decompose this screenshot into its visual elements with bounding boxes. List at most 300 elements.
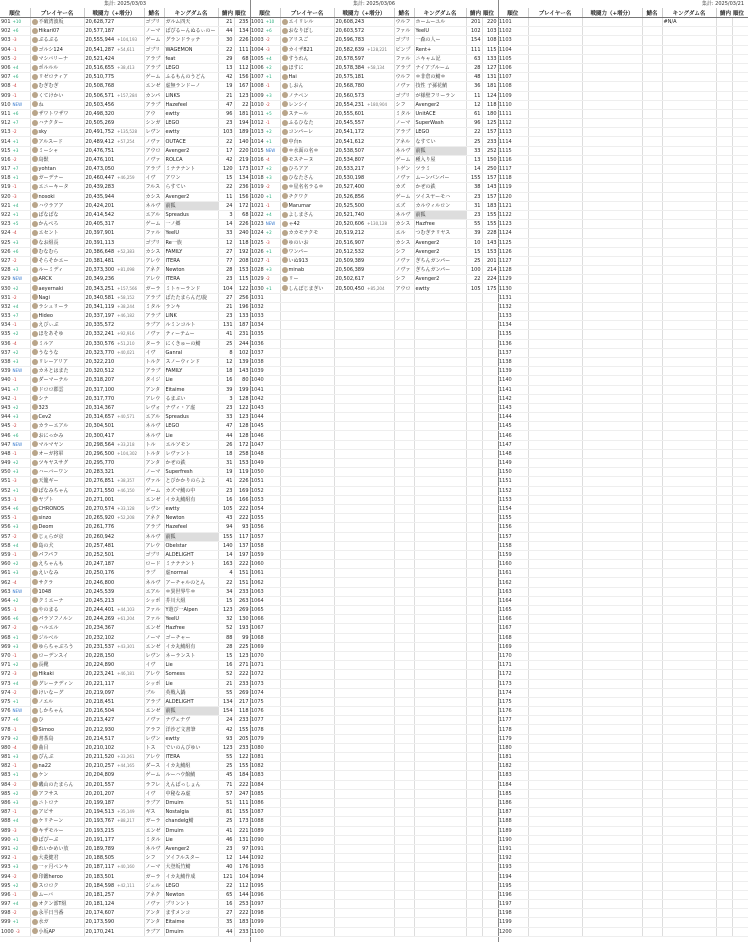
rank-change: +2 bbox=[12, 882, 19, 888]
empty-cell bbox=[642, 312, 662, 321]
rank-cell: 1062 bbox=[250, 578, 280, 587]
empty-cell bbox=[466, 560, 482, 569]
empty-cell bbox=[732, 284, 748, 293]
rank-value: 916 bbox=[1, 156, 11, 163]
rank-value: 1004 bbox=[251, 46, 264, 53]
empty-cell bbox=[662, 82, 716, 91]
player-name: キザモルー bbox=[38, 827, 64, 834]
empty-cell bbox=[280, 514, 334, 523]
empty-cell bbox=[482, 927, 498, 936]
player-cell bbox=[280, 128, 334, 137]
rank-value: 955 bbox=[1, 515, 11, 522]
server-rank-cell: 23 bbox=[218, 275, 234, 284]
empty-cell bbox=[732, 321, 748, 330]
power-header: 戦闘力（+増分） bbox=[84, 8, 144, 18]
kingdom-cell: Avenger2 bbox=[414, 247, 466, 256]
power-increase: +42,111 bbox=[117, 882, 135, 888]
empty-cell bbox=[642, 890, 662, 899]
empty-cell bbox=[662, 615, 716, 624]
rank-cell bbox=[0, 330, 30, 339]
server-total-cell: 140 bbox=[234, 137, 250, 146]
rank-cell bbox=[0, 587, 30, 596]
empty-cell bbox=[642, 615, 662, 624]
rank-change: -3 bbox=[12, 671, 17, 677]
empty-cell bbox=[482, 376, 498, 385]
player-cell bbox=[30, 247, 84, 256]
empty-cell bbox=[482, 514, 498, 523]
empty-cell bbox=[482, 771, 498, 780]
power-value: 20,509,389 bbox=[335, 257, 365, 264]
empty-cell bbox=[482, 615, 498, 624]
table-row bbox=[250, 615, 498, 624]
empty-cell bbox=[334, 587, 394, 596]
table-row bbox=[498, 422, 748, 431]
empty-cell bbox=[642, 578, 662, 587]
power-cell bbox=[334, 284, 394, 293]
table-row bbox=[0, 808, 250, 817]
empty-cell bbox=[582, 872, 642, 881]
rank-change: +1 bbox=[12, 919, 19, 925]
empty-cell bbox=[414, 312, 466, 321]
power-cell bbox=[334, 146, 394, 155]
empty-cell bbox=[642, 422, 662, 431]
table-row bbox=[498, 183, 748, 192]
empty-cell bbox=[466, 385, 482, 394]
rank-change: +6 bbox=[12, 616, 19, 622]
rank-change: +3 bbox=[12, 239, 19, 245]
server-cell: ミタル bbox=[144, 302, 164, 311]
server-rank-cell: 27 bbox=[218, 293, 234, 302]
empty-cell bbox=[334, 385, 394, 394]
empty-cell bbox=[662, 762, 716, 771]
empty-cell bbox=[582, 697, 642, 706]
rank-cell: 1180 bbox=[498, 743, 528, 752]
empty-cell bbox=[334, 697, 394, 706]
table-row bbox=[250, 707, 498, 716]
rank-cell: 1095 bbox=[250, 881, 280, 890]
rank-cell: 1067 bbox=[250, 624, 280, 633]
server-rank-cell: 42 bbox=[218, 155, 234, 164]
player-name: シナ bbox=[38, 395, 49, 402]
server-cell: ノーマ bbox=[394, 119, 414, 128]
empty-cell bbox=[482, 394, 498, 403]
avatar-icon bbox=[32, 313, 38, 319]
server-rank-cell: 47 bbox=[218, 422, 234, 431]
power-value: 20,500,450 bbox=[335, 285, 365, 292]
power-value: 20,228,150 bbox=[85, 653, 115, 660]
empty-cell bbox=[334, 927, 394, 936]
tally-date: 集計: 2025/03/06 bbox=[352, 1, 396, 7]
empty-cell bbox=[394, 716, 414, 725]
server-total-cell: 219 bbox=[234, 155, 250, 164]
empty-cell bbox=[662, 339, 716, 348]
rank-cell: 1124 bbox=[498, 229, 528, 238]
server-total-cell: 118 bbox=[234, 707, 250, 716]
player-name: ルーミディ bbox=[38, 267, 64, 274]
rank-value: 984 bbox=[1, 781, 11, 788]
rank-change: +2 bbox=[12, 561, 19, 567]
empty-cell bbox=[662, 697, 716, 706]
kingdom-cell: つむぎテリヤス bbox=[414, 229, 466, 238]
empty-cell bbox=[732, 137, 748, 146]
rank-cell bbox=[0, 670, 30, 679]
empty-cell bbox=[482, 918, 498, 927]
rank-value: 977 bbox=[1, 717, 11, 724]
empty-cell bbox=[394, 863, 414, 872]
empty-cell bbox=[732, 91, 748, 100]
table-row bbox=[498, 128, 748, 137]
empty-cell bbox=[280, 633, 334, 642]
player-name: エイリレル bbox=[288, 19, 314, 26]
table-row bbox=[0, 266, 250, 275]
server-rank-cell: 33 bbox=[218, 229, 234, 238]
empty-cell bbox=[716, 293, 732, 302]
power-cell bbox=[84, 73, 144, 82]
empty-cell bbox=[466, 615, 482, 624]
rank-cell bbox=[250, 284, 280, 293]
empty-cell bbox=[732, 220, 748, 229]
power-increase: +38,357 bbox=[117, 478, 135, 484]
server-rank-cell: 41 bbox=[218, 330, 234, 339]
empty-cell bbox=[394, 872, 414, 881]
empty-cell bbox=[716, 771, 732, 780]
empty-cell bbox=[334, 376, 394, 385]
server-cell: アレウ bbox=[144, 541, 164, 550]
rank-change: +2 bbox=[12, 597, 19, 603]
player-cell bbox=[280, 155, 334, 164]
table-row bbox=[498, 615, 748, 624]
player-name: ぱなみちゃん bbox=[38, 487, 69, 494]
avatar-icon bbox=[32, 855, 38, 861]
empty-cell bbox=[642, 532, 662, 541]
player-cell bbox=[30, 615, 84, 624]
rank-cell bbox=[0, 734, 30, 743]
empty-cell bbox=[582, 679, 642, 688]
table-row bbox=[498, 661, 748, 670]
kingdom-cell: 前狐 bbox=[164, 707, 218, 716]
empty-cell bbox=[732, 789, 748, 798]
empty-cell bbox=[394, 477, 414, 486]
player-cell bbox=[30, 385, 84, 394]
power-header: 戦闘力（+増分） bbox=[582, 8, 642, 18]
rank-value: 908 bbox=[1, 83, 11, 90]
server-rank-cell: 21 bbox=[218, 679, 234, 688]
rank-cell bbox=[250, 128, 280, 137]
player-name: ワンパー bbox=[288, 248, 309, 255]
empty-cell bbox=[582, 275, 642, 284]
player-cell bbox=[280, 18, 334, 27]
rank-cell bbox=[0, 523, 30, 532]
empty-cell bbox=[280, 606, 334, 615]
player-cell bbox=[280, 284, 334, 293]
empty-cell bbox=[582, 82, 642, 91]
rank-cell bbox=[0, 651, 30, 660]
empty-cell bbox=[642, 504, 662, 513]
kingdom-cell: ネーランスト bbox=[164, 651, 218, 660]
server-rank-cell: 39 bbox=[218, 385, 234, 394]
empty-cell bbox=[582, 578, 642, 587]
empty-cell bbox=[394, 541, 414, 550]
empty-cell bbox=[414, 642, 466, 651]
table-row bbox=[498, 449, 748, 458]
empty-cell bbox=[662, 817, 716, 826]
power-increase: +88,217 bbox=[117, 818, 135, 824]
power-value: 20,391,113 bbox=[85, 239, 115, 246]
avatar-icon bbox=[32, 579, 38, 585]
table-row bbox=[250, 201, 498, 210]
rank-cell bbox=[0, 707, 30, 716]
player-name: ドロロ郡雲 bbox=[38, 386, 64, 393]
rank-value: 1029 bbox=[251, 276, 264, 283]
table-row bbox=[250, 238, 498, 247]
table-row bbox=[0, 165, 250, 174]
player-cell bbox=[30, 128, 84, 137]
empty-cell bbox=[414, 459, 466, 468]
power-cell bbox=[84, 302, 144, 311]
rank-cell: 1171 bbox=[498, 661, 528, 670]
table-row bbox=[498, 238, 748, 247]
empty-cell bbox=[582, 918, 642, 927]
power-value: 20,221,117 bbox=[85, 680, 115, 687]
empty-cell bbox=[582, 743, 642, 752]
power-value: 20,476,751 bbox=[85, 147, 115, 154]
empty-cell bbox=[732, 615, 748, 624]
empty-cell bbox=[582, 826, 642, 835]
empty-cell bbox=[482, 688, 498, 697]
empty-cell bbox=[280, 376, 334, 385]
empty-cell bbox=[528, 707, 582, 716]
table-row bbox=[250, 385, 498, 394]
empty-cell bbox=[334, 431, 394, 440]
rank-cell: 1145 bbox=[498, 422, 528, 431]
rank-value: 915 bbox=[1, 147, 11, 154]
rank-cell: 1103 bbox=[498, 36, 528, 45]
kingdom-cell: ホームーユル bbox=[414, 18, 466, 27]
empty-cell bbox=[582, 909, 642, 918]
avatar-icon bbox=[282, 276, 288, 282]
empty-cell bbox=[582, 771, 642, 780]
empty-cell bbox=[642, 826, 662, 835]
empty-cell bbox=[334, 817, 394, 826]
rank-cell bbox=[250, 119, 280, 128]
table-row bbox=[250, 155, 498, 164]
table-row bbox=[0, 486, 250, 495]
empty-cell bbox=[732, 302, 748, 311]
rank-change: +6 bbox=[12, 28, 19, 34]
player-name: くてけかい bbox=[38, 92, 64, 99]
empty-cell bbox=[280, 826, 334, 835]
rank-cell: 1138 bbox=[498, 357, 528, 366]
rank-value: 1023 bbox=[251, 221, 264, 228]
empty-cell bbox=[528, 431, 582, 440]
empty-cell bbox=[662, 302, 716, 311]
player-cell bbox=[30, 275, 84, 284]
power-cell bbox=[84, 909, 144, 918]
ranking-table-3 bbox=[498, 8, 748, 937]
kingdom-cell: でいのんびゆい bbox=[164, 743, 218, 752]
power-increase: +54,611 bbox=[117, 46, 135, 52]
player-cell bbox=[280, 137, 334, 146]
avatar-icon bbox=[32, 919, 38, 925]
empty-cell bbox=[716, 615, 732, 624]
empty-cell bbox=[732, 82, 748, 91]
empty-cell bbox=[732, 468, 748, 477]
empty-cell bbox=[280, 679, 334, 688]
server-cell: イヴ bbox=[144, 789, 164, 798]
rank-cell: 1147 bbox=[498, 440, 528, 449]
rank-value: 917 bbox=[1, 166, 11, 173]
empty-cell bbox=[394, 459, 414, 468]
table-row bbox=[498, 275, 748, 284]
rank-cell: 1099 bbox=[250, 918, 280, 927]
rank-change: -4 bbox=[12, 744, 17, 750]
rank-cell: 1043 bbox=[250, 403, 280, 412]
server-total-cell: 156 bbox=[234, 73, 250, 82]
table-row bbox=[250, 109, 498, 118]
table-row bbox=[250, 624, 498, 633]
empty-cell bbox=[582, 495, 642, 504]
player-name: ハウラアア bbox=[38, 202, 64, 209]
empty-cell bbox=[642, 284, 662, 293]
rank-value: 922 bbox=[1, 212, 11, 219]
rank-value: 999 bbox=[1, 919, 11, 926]
table-row bbox=[250, 697, 498, 706]
empty-cell bbox=[394, 302, 414, 311]
empty-cell bbox=[482, 753, 498, 762]
server-total-cell: 222 bbox=[234, 909, 250, 918]
empty-cell bbox=[642, 339, 662, 348]
rank-value: 935 bbox=[1, 331, 11, 338]
empty-cell bbox=[394, 569, 414, 578]
rank-cell: 1107 bbox=[498, 73, 528, 82]
empty-cell bbox=[528, 422, 582, 431]
empty-cell bbox=[642, 918, 662, 927]
rank-change: NEW bbox=[12, 588, 23, 594]
server-rank-cell: 15 bbox=[466, 247, 482, 256]
table-row bbox=[498, 587, 748, 596]
empty-cell bbox=[662, 312, 716, 321]
rank-cell bbox=[250, 165, 280, 174]
player-name: 1048 bbox=[38, 588, 52, 595]
player-cell bbox=[30, 707, 84, 716]
empty-cell bbox=[528, 550, 582, 559]
power-value: 20,473,050 bbox=[85, 166, 115, 173]
kingdom-cell: Avenger2 bbox=[414, 275, 466, 284]
empty-cell bbox=[732, 403, 748, 412]
power-value: 20,373,300 bbox=[85, 267, 115, 274]
table-row bbox=[0, 256, 250, 265]
kingdom-cell: Ganral bbox=[164, 348, 218, 357]
player-cell bbox=[280, 174, 334, 183]
rank-cell bbox=[0, 743, 30, 752]
power-cell bbox=[84, 900, 144, 909]
table-row bbox=[0, 54, 250, 63]
power-cell bbox=[84, 357, 144, 366]
empty-cell bbox=[642, 146, 662, 155]
empty-cell bbox=[466, 697, 482, 706]
empty-cell bbox=[582, 514, 642, 523]
server-cell: イヴ bbox=[144, 661, 164, 670]
rank-cell: 1056 bbox=[250, 523, 280, 532]
power-value: 20,527,400 bbox=[335, 184, 365, 191]
empty-cell bbox=[582, 403, 642, 412]
empty-cell bbox=[394, 771, 414, 780]
server-total-cell: 222 bbox=[234, 560, 250, 569]
rank-change: +3 bbox=[12, 754, 19, 760]
rank-value: 987 bbox=[1, 809, 11, 816]
rank-cell: 1096 bbox=[250, 890, 280, 899]
table-row bbox=[0, 881, 250, 890]
empty-cell bbox=[732, 36, 748, 45]
empty-cell bbox=[582, 73, 642, 82]
empty-cell bbox=[466, 431, 482, 440]
table-row bbox=[498, 606, 748, 615]
rank-cell bbox=[0, 844, 30, 853]
power-value: 20,424,201 bbox=[85, 202, 115, 209]
rank-cell bbox=[250, 201, 280, 210]
empty-cell bbox=[528, 45, 582, 54]
empty-cell bbox=[482, 707, 498, 716]
kingdom-header: キングダム名 bbox=[662, 8, 716, 18]
power-value: 20,183,501 bbox=[85, 873, 115, 880]
empty-cell bbox=[642, 63, 662, 72]
empty-cell bbox=[466, 688, 482, 697]
empty-cell bbox=[732, 569, 748, 578]
empty-cell bbox=[482, 679, 498, 688]
rank-change: -1 bbox=[12, 551, 17, 557]
rank-change: -1 bbox=[265, 257, 270, 263]
power-increase: +92,916 bbox=[117, 331, 135, 337]
server-cell: エアル bbox=[144, 413, 164, 422]
rank-value: 926 bbox=[1, 248, 11, 255]
server-cell: ターラ bbox=[144, 339, 164, 348]
empty-cell bbox=[466, 468, 482, 477]
empty-cell bbox=[732, 376, 748, 385]
server-rank-cell: 34 bbox=[218, 587, 234, 596]
empty-cell bbox=[642, 835, 662, 844]
rank-cell: 1064 bbox=[250, 596, 280, 605]
empty-cell bbox=[394, 679, 414, 688]
player-cell bbox=[30, 844, 84, 853]
empty-cell bbox=[528, 615, 582, 624]
power-cell bbox=[84, 247, 144, 256]
rank-value: 979 bbox=[1, 735, 11, 742]
player-cell bbox=[30, 798, 84, 807]
rank-change: +3 bbox=[12, 469, 19, 475]
empty-cell bbox=[642, 587, 662, 596]
server-cell: アラブ bbox=[144, 293, 164, 302]
empty-cell bbox=[642, 624, 662, 633]
table-row bbox=[0, 596, 250, 605]
empty-cell bbox=[662, 927, 716, 936]
server-rank-cell: 24 bbox=[218, 716, 234, 725]
rank-cell: 1122 bbox=[498, 210, 528, 219]
rank-cell: 1068 bbox=[250, 633, 280, 642]
empty-cell bbox=[414, 477, 466, 486]
power-cell bbox=[334, 128, 394, 137]
rank-value: 982 bbox=[1, 763, 11, 770]
empty-cell bbox=[582, 312, 642, 321]
table-row bbox=[250, 661, 498, 670]
empty-cell bbox=[528, 789, 582, 798]
power-value: 20,332,241 bbox=[85, 331, 115, 338]
rank-cell: 1185 bbox=[498, 789, 528, 798]
server-total-cell: 193 bbox=[234, 624, 250, 633]
table-row bbox=[498, 312, 748, 321]
empty-cell bbox=[716, 716, 732, 725]
empty-cell bbox=[642, 367, 662, 376]
server-total-cell: 125 bbox=[482, 119, 498, 128]
